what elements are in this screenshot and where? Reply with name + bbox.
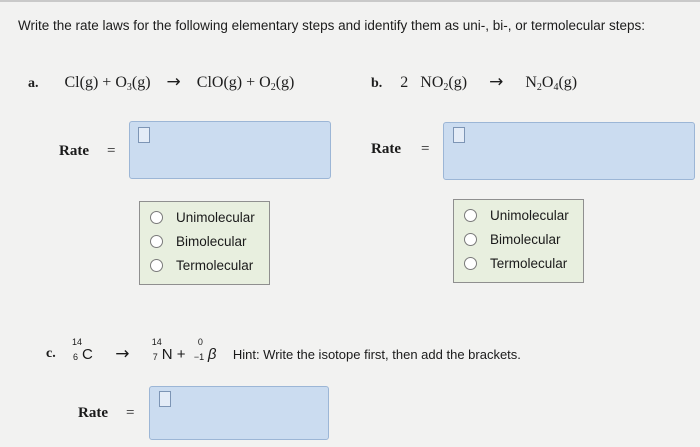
part-b-rate-input[interactable] xyxy=(443,122,695,180)
radio-icon[interactable] xyxy=(150,235,163,248)
part-c-reactant: 14 6 C xyxy=(72,337,93,363)
part-a-rate-equals: = xyxy=(107,143,116,159)
radio-icon[interactable] xyxy=(150,211,163,224)
part-a-plus1: + xyxy=(102,74,112,91)
part-b-coefficient: 2 xyxy=(400,74,409,91)
part-a-arrow: → xyxy=(166,72,181,92)
part-b-rate-label: Rate xyxy=(371,141,401,157)
part-b-option-unimolecular[interactable] xyxy=(464,208,569,223)
part-c-product: 14 7 N xyxy=(151,337,173,363)
part-a-letter: a. xyxy=(28,76,39,91)
part-b-rate-equals: = xyxy=(421,141,430,157)
part-c-hint: Hint: Write the isotope first, then add the brackets. xyxy=(232,347,521,362)
part-a-rate-label: Rate xyxy=(59,143,89,159)
radio-icon[interactable] xyxy=(464,209,477,222)
part-b-option-bimolecular[interactable] xyxy=(464,232,561,247)
part-c-equation xyxy=(72,337,521,364)
part-c-plus: + xyxy=(176,346,186,363)
part-c-beta: 0 −1 β xyxy=(193,337,217,363)
part-a-equation xyxy=(28,72,294,92)
part-b-letter: b. xyxy=(371,76,383,91)
radio-icon[interactable] xyxy=(464,233,477,246)
input-placeholder-icon xyxy=(138,127,150,143)
part-c-arrow: → xyxy=(115,344,130,364)
part-c-rate-label: Rate xyxy=(78,405,108,421)
radio-icon[interactable] xyxy=(150,259,163,272)
part-a-option-unimolecular[interactable] xyxy=(150,210,255,225)
part-c-rate-input[interactable] xyxy=(149,386,329,440)
part-b-molecularity-options xyxy=(453,199,584,283)
question-text: Write the rate laws for the following elementary steps and identify them as uni-, bi-, or termolecular steps: xyxy=(18,18,646,33)
radio-icon[interactable] xyxy=(464,257,477,270)
part-a-reactant1: Cl(g) xyxy=(64,74,99,91)
option-label: Bimolecular xyxy=(490,232,561,247)
option-label: Unimolecular xyxy=(490,208,569,223)
part-a-product1: ClO(g) xyxy=(196,74,243,91)
part-a-rate-input[interactable] xyxy=(129,121,331,179)
part-b-equation xyxy=(371,72,577,92)
option-label: Termolecular xyxy=(490,256,568,271)
part-a-product2: $O_2(g)$ xyxy=(259,74,295,93)
top-border xyxy=(0,0,700,2)
option-label: Unimolecular xyxy=(176,210,255,225)
part-a-option-termolecular[interactable] xyxy=(150,258,253,273)
option-label: Bimolecular xyxy=(176,234,247,249)
part-a-option-bimolecular[interactable] xyxy=(150,234,247,249)
part-b-reactant: $NO_2(g)$ xyxy=(420,74,468,93)
part-a-plus2: + xyxy=(246,74,256,91)
part-a-reactant2: $O_3(g)$ xyxy=(115,74,151,93)
part-b-arrow: → xyxy=(489,72,504,92)
input-placeholder-icon xyxy=(159,391,171,407)
part-c-letter: c. xyxy=(46,346,56,361)
part-b-option-termolecular[interactable] xyxy=(464,256,567,271)
part-a-molecularity-options xyxy=(139,201,270,285)
part-c-rate-equals: = xyxy=(126,405,135,421)
input-placeholder-icon xyxy=(453,127,465,143)
option-label: Termolecular xyxy=(176,258,254,273)
part-b-product: $N_2O_4(g)$ xyxy=(525,74,578,93)
